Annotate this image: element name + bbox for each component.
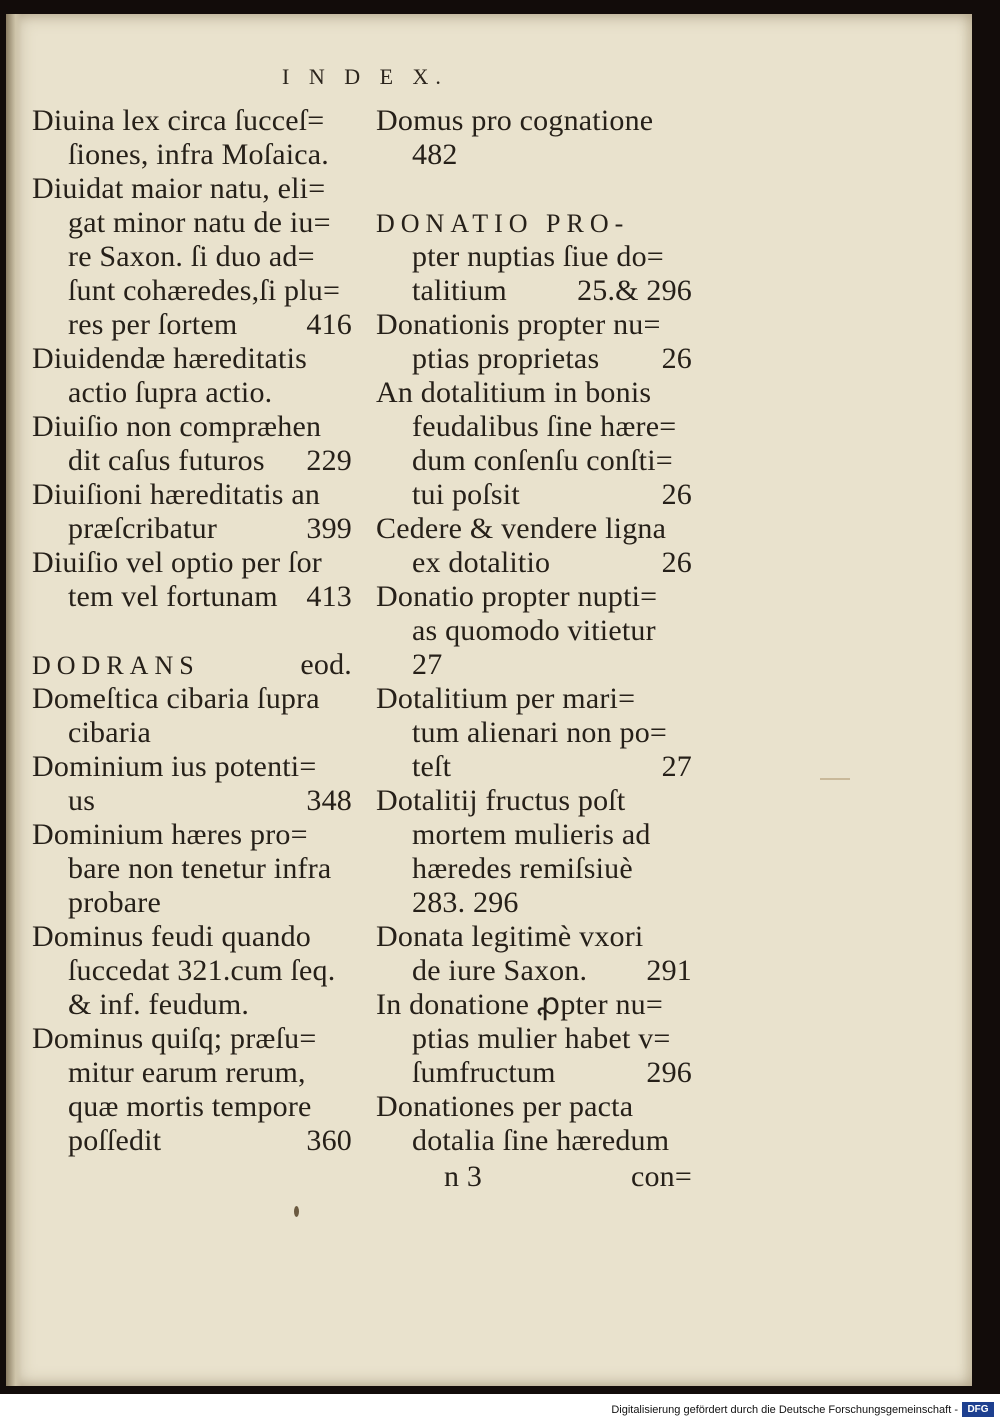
entry-text: DODRANS <box>32 651 200 680</box>
entry-line <box>32 784 352 818</box>
index-entry <box>376 580 692 682</box>
entry-line <box>376 138 692 172</box>
entry-spacer <box>32 614 352 648</box>
entry-text: Diuidat maior natu, eli= <box>32 172 326 205</box>
entry-text: In donatione ꝓpter nu= <box>376 988 663 1021</box>
entry-text: dum conſenſu conſti= <box>412 444 673 477</box>
index-entry <box>32 410 352 478</box>
catchword: con= <box>630 1160 692 1193</box>
entry-text: Dominium ius potenti= <box>32 750 317 783</box>
page-reference: 229 <box>306 444 352 477</box>
entry-line <box>32 546 352 580</box>
entry-text: Diuina lex circa ſucceſ= <box>32 104 325 137</box>
entry-line <box>32 1090 352 1124</box>
entry-text: Donatio propter nupti= <box>376 580 658 613</box>
index-entry <box>376 1090 692 1158</box>
page-reference: 416 <box>306 308 352 341</box>
entry-line <box>376 444 692 478</box>
entry-text: Dominium hæres pro= <box>32 818 308 851</box>
entry-line <box>32 716 352 750</box>
index-entry <box>32 172 352 342</box>
entry-text: Donationes per pacta <box>376 1090 634 1123</box>
entry-line <box>376 342 692 376</box>
entry-line <box>32 886 352 920</box>
entry-text: Dotalitium per mari= <box>376 682 636 715</box>
page-reference: 413 <box>306 580 352 613</box>
entry-line <box>32 376 352 410</box>
index-entry <box>32 342 352 410</box>
entry-line <box>376 614 692 648</box>
entry-line <box>376 1022 692 1056</box>
index-entry <box>32 818 352 920</box>
signature-mark: n 3 <box>444 1160 483 1193</box>
dfg-logo: DFG <box>962 1402 994 1417</box>
index-entry <box>32 104 352 172</box>
entry-line <box>32 750 352 784</box>
entry-line <box>32 138 352 172</box>
index-entry <box>376 512 692 580</box>
running-head: I N D E X. <box>282 64 448 89</box>
entry-text: tem vel fortunam <box>68 580 278 613</box>
digitization-banner <box>0 1394 1000 1424</box>
entry-text: Diuiſioni hæreditatis an <box>32 478 321 511</box>
entry-line <box>376 274 692 308</box>
entry-text: Cedere & vendere ligna <box>376 512 667 545</box>
entry-text: ſuccedat 321.cum ſeq. <box>68 954 336 987</box>
entry-line <box>376 512 692 546</box>
page-reference: 26 <box>661 478 692 511</box>
entry-text: gat minor natu de iu= <box>68 206 331 239</box>
entry-text: poſſedit <box>68 1124 162 1157</box>
entry-line <box>32 104 352 138</box>
index-entry <box>376 920 692 988</box>
entry-line <box>376 818 692 852</box>
entry-text: ptias proprietas <box>412 342 600 375</box>
entry-line <box>32 410 352 444</box>
entry-text: An dotalitium in bonis <box>376 376 652 409</box>
index-entry <box>376 376 692 512</box>
entry-line <box>376 784 692 818</box>
entry-line <box>376 920 692 954</box>
entry-text: re Saxon. ſi duo ad= <box>68 240 315 273</box>
index-entry <box>376 988 692 1090</box>
entry-text: ex dotalitio <box>412 546 551 579</box>
entry-text: præſcribatur <box>68 512 218 545</box>
entry-line <box>32 478 352 512</box>
entry-text: Dominus feudi quando <box>32 920 311 953</box>
entry-line <box>32 580 352 614</box>
entry-text: res per ſortem <box>68 308 238 341</box>
index-entry <box>376 784 692 920</box>
entry-line <box>32 274 352 308</box>
entry-text: tui poſsit <box>412 478 520 511</box>
entry-line <box>376 716 692 750</box>
index-entry <box>376 308 692 376</box>
entry-text: 482 <box>412 138 458 171</box>
index-column-left <box>32 104 352 1158</box>
entry-line <box>32 648 352 682</box>
entry-text: Diuiſio vel optio per ſor <box>32 546 322 579</box>
page-reference: 399 <box>306 512 352 545</box>
banner-text: Digitalisierung gefördert durch die Deutsche Forschungsgemeinschaft - <box>611 1404 958 1416</box>
entry-text: quæ mortis tempore <box>68 1090 312 1123</box>
index-heading <box>376 206 692 308</box>
entry-text: pter nuptias ſiue do= <box>412 240 664 273</box>
entry-line <box>376 376 692 410</box>
entry-line <box>376 206 692 240</box>
entry-line <box>376 580 692 614</box>
index-entry <box>32 920 352 1022</box>
entry-text: us <box>68 784 96 817</box>
entry-line <box>32 512 352 546</box>
entry-text: mortem mulieris ad <box>412 818 651 851</box>
entry-line <box>32 988 352 1022</box>
entry-text: dotalia ſine hæredum <box>412 1124 670 1157</box>
index-entry <box>32 682 352 750</box>
entry-line <box>376 308 692 342</box>
entry-text: Dominus quiſq; præſu= <box>32 1022 317 1055</box>
entry-text: DONATIO PRO- <box>376 209 630 238</box>
page-reference: 27 <box>661 750 692 783</box>
entry-line <box>376 1056 692 1090</box>
entry-text: Donationis propter nu= <box>376 308 661 341</box>
index-entry <box>376 682 692 784</box>
ink-speck <box>820 778 850 780</box>
entry-line <box>376 648 692 682</box>
entry-text: & inf. feudum. <box>68 988 250 1021</box>
entry-text: actio ſupra actio. <box>68 376 273 409</box>
entry-line <box>32 852 352 886</box>
entry-line <box>32 954 352 988</box>
entry-spacer <box>376 172 692 206</box>
entry-text: Diuiſio non compræhen <box>32 410 322 443</box>
index-entry <box>32 546 352 614</box>
entry-text: dit caſus futuros <box>68 444 265 477</box>
entry-line <box>376 682 692 716</box>
entry-line <box>376 410 692 444</box>
entry-text: ſunt cohæredes,ſi plu= <box>68 274 341 307</box>
entry-text: Dotalitij fructus poſt <box>376 784 626 817</box>
entry-text: tum alienari non po= <box>412 716 668 749</box>
index-heading <box>32 648 352 682</box>
entry-line <box>376 954 692 988</box>
entry-line <box>376 546 692 580</box>
entry-line <box>32 342 352 376</box>
page-footer <box>376 1160 692 1194</box>
entry-text: bare non tenetur infra <box>68 852 332 885</box>
entry-line <box>376 104 692 138</box>
entry-line <box>376 1124 692 1158</box>
entry-text: as quomodo vitietur <box>412 614 656 647</box>
page-reference: 360 <box>306 1124 352 1157</box>
entry-text: 283. 296 <box>412 886 519 919</box>
entry-text: 27 <box>412 648 443 681</box>
entry-text: mitur earum rerum, <box>68 1056 306 1089</box>
entry-text: probare <box>68 886 162 919</box>
entry-line <box>32 1022 352 1056</box>
entry-line <box>376 852 692 886</box>
entry-line <box>32 444 352 478</box>
entry-line <box>376 240 692 274</box>
entry-line <box>376 988 692 1022</box>
index-entry <box>32 1022 352 1158</box>
entry-text: cibaria <box>68 716 152 749</box>
index-entry <box>376 104 692 172</box>
page-reference: 26 <box>661 546 692 579</box>
entry-line <box>32 1056 352 1090</box>
page-reference: 25.& 296 <box>577 274 692 307</box>
entry-line <box>32 172 352 206</box>
entry-text: teſt <box>412 750 452 783</box>
entry-line <box>32 920 352 954</box>
index-column-right <box>376 104 692 1158</box>
page-reference: eod. <box>300 648 352 681</box>
page-reference: 296 <box>646 1056 692 1089</box>
entry-line <box>32 240 352 274</box>
entry-text: talitium <box>412 274 507 307</box>
entry-text: ſumfructum <box>412 1056 556 1089</box>
page-gutter <box>6 14 22 1386</box>
entry-text: hæredes remiſsiuè <box>412 852 633 885</box>
entry-text: de iure Saxon. <box>412 954 588 987</box>
ink-speck <box>294 1206 299 1217</box>
entry-line <box>376 1090 692 1124</box>
index-entry <box>32 478 352 546</box>
entry-line <box>376 750 692 784</box>
entry-line <box>32 1124 352 1158</box>
entry-text: Donata legitimè vxori <box>376 920 644 953</box>
entry-text: Domus pro cognatione <box>376 104 654 137</box>
entry-text: Diuidendæ hæreditatis <box>32 342 308 375</box>
entry-line <box>32 818 352 852</box>
entry-line <box>376 478 692 512</box>
entry-line <box>376 886 692 920</box>
entry-text: ſiones, infra Moſaica. <box>68 138 329 171</box>
entry-line <box>32 206 352 240</box>
entry-text: ptias mulier habet v= <box>412 1022 671 1055</box>
page-reference: 26 <box>661 342 692 375</box>
entry-line <box>32 308 352 342</box>
entry-text: feudalibus ſine hære= <box>412 410 677 443</box>
entry-text: Domeſtica cibaria ſupra <box>32 682 320 715</box>
page-reference: 348 <box>306 784 352 817</box>
index-entry <box>32 750 352 818</box>
entry-line <box>32 682 352 716</box>
page-reference: 291 <box>646 954 692 987</box>
